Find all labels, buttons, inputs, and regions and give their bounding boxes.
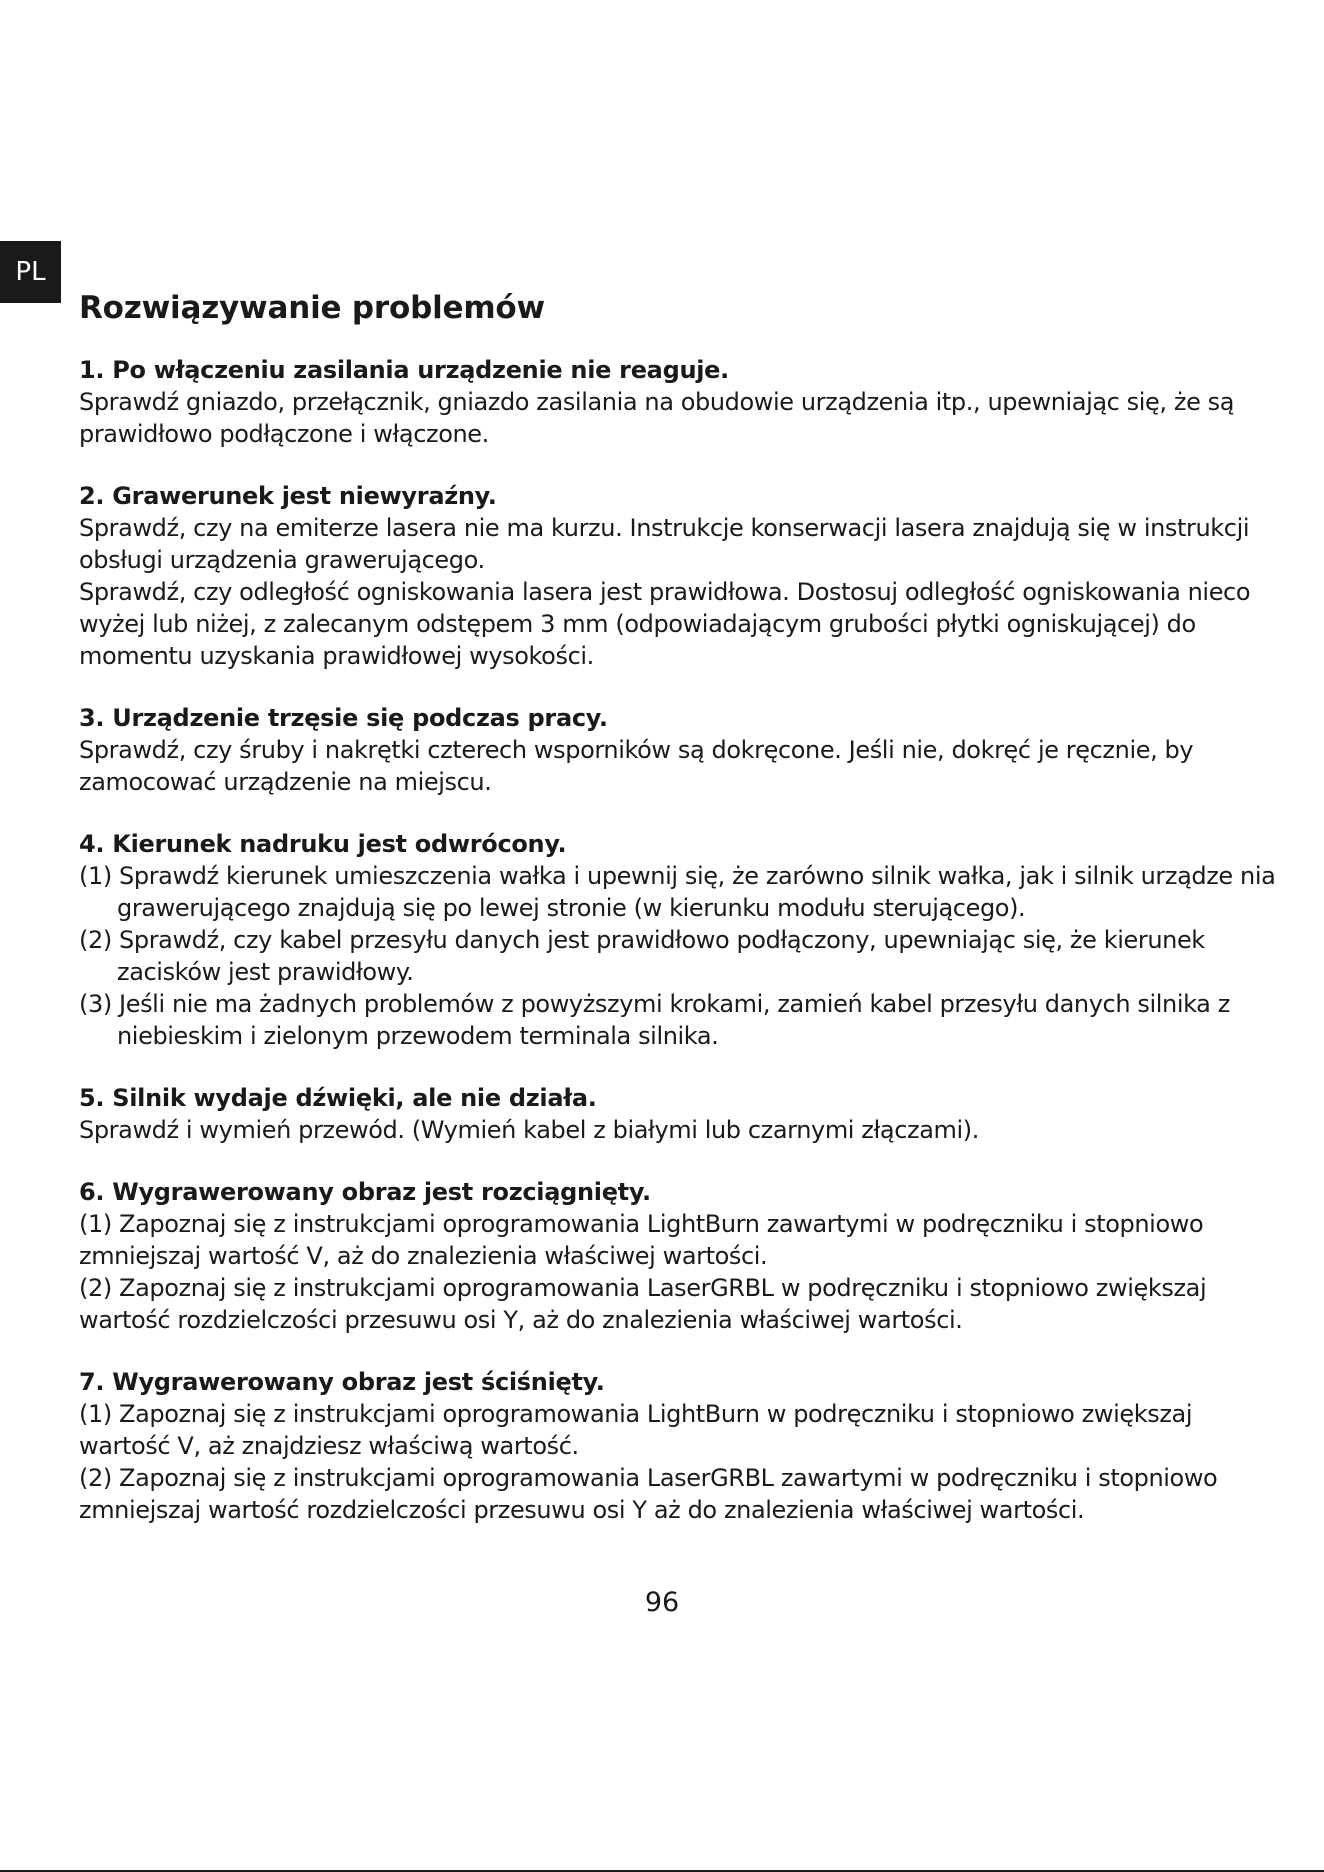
section-paragraph: (1) Zapoznaj się z instrukcjami oprogramowania LightBurn zawartymi w podręczniku i stopniowo zmniejszaj wartość V, aż do znalezienia właściwej wartości. [79, 1210, 1204, 1270]
section-5 [79, 1082, 1279, 1146]
section-heading: 7. Wygrawerowany obraz jest ściśnięty. [79, 1368, 605, 1396]
language-tab: PL [0, 241, 61, 303]
section-heading: 4. Kierunek nadruku jest odwrócony. [79, 830, 567, 858]
page-content [79, 286, 1279, 1556]
section-paragraph: Sprawdź, czy śruby i nakrętki czterech wsporników są dokręcone. Jeśli nie, dokręć je ręcznie, by zamocować urządzenie na miejscu. [79, 736, 1194, 796]
section-paragraph: Sprawdź, czy odległość ogniskowania lasera jest prawidłowa. Dostosuj odległość ogniskowania nieco wyżej lub niżej, z zalecanym odstępem 3 mm (odpowiadającym grubości płytki ogniskującej) do momentu uzyskania prawidłowej wysokości. [79, 578, 1251, 670]
numbered-item: (1) Sprawdź kierunek umieszczenia wałka i upewnij się, że zarówno silnik wałka, jak i silnik urządze nia grawerującego znajdują się po lewej stronie (w kierunku modułu sterującego). [79, 862, 1276, 922]
section-6 [79, 1176, 1279, 1336]
section-3 [79, 702, 1279, 798]
section-paragraph: Sprawdź gniazdo, przełącznik, gniazdo zasilania na obudowie urządzenia itp., upewniając się, że są prawidłowo podłączone i włączone. [79, 388, 1235, 448]
section-heading: 3. Urządzenie trzęsie się podczas pracy. [79, 704, 608, 732]
section-2 [79, 480, 1279, 672]
section-heading: 1. Po włączeniu zasilania urządzenie nie reaguje. [79, 356, 729, 384]
numbered-item: (3) Jeśli nie ma żadnych problemów z powyższymi krokami, zamień kabel przesyłu danych silnika z niebieskim i zielonym przewodem terminala silnika. [79, 990, 1230, 1050]
section-paragraph: Sprawdź, czy na emiterze lasera nie ma kurzu. Instrukcje konserwacji lasera znajdują się w instrukcji obsługi urządzenia grawerującego. [79, 514, 1250, 574]
page-title: Rozwiązywanie problemów [79, 290, 545, 326]
section-paragraph: (1) Zapoznaj się z instrukcjami oprogramowania LightBurn w podręczniku i stopniowo zwiększaj wartość V, aż znajdziesz właściwą wartość. [79, 1400, 1193, 1460]
section-heading: 2. Grawerunek jest niewyraźny. [79, 482, 497, 510]
section-paragraph: Sprawdź i wymień przewód. (Wymień kabel z białymi lub czarnymi złączami). [79, 1116, 979, 1144]
section-4 [79, 828, 1279, 1052]
page-number: 96 [644, 1587, 680, 1618]
section-heading: 5. Silnik wydaje dźwięki, ale nie działa. [79, 1084, 597, 1112]
section-1 [79, 354, 1279, 450]
numbered-item: (2) Sprawdź, czy kabel przesyłu danych jest prawidłowo podłączony, upewniając się, że kierunek zacisków jest prawidłowy. [79, 926, 1205, 986]
section-heading: 6. Wygrawerowany obraz jest rozciągnięty. [79, 1178, 651, 1206]
section-paragraph: (2) Zapoznaj się z instrukcjami oprogramowania LaserGRBL w podręczniku i stopniowo zwiększaj wartość rozdzielczości przesuwu osi Y, aż do znalezienia właściwej wartości. [79, 1274, 1207, 1334]
section-7 [79, 1366, 1279, 1526]
section-paragraph: (2) Zapoznaj się z instrukcjami oprogramowania LaserGRBL zawartymi w podręczniku i stopniowo zmniejszaj wartość rozdzielczości przesuwu osi Y aż do znalezienia właściwej wartości. [79, 1464, 1218, 1524]
